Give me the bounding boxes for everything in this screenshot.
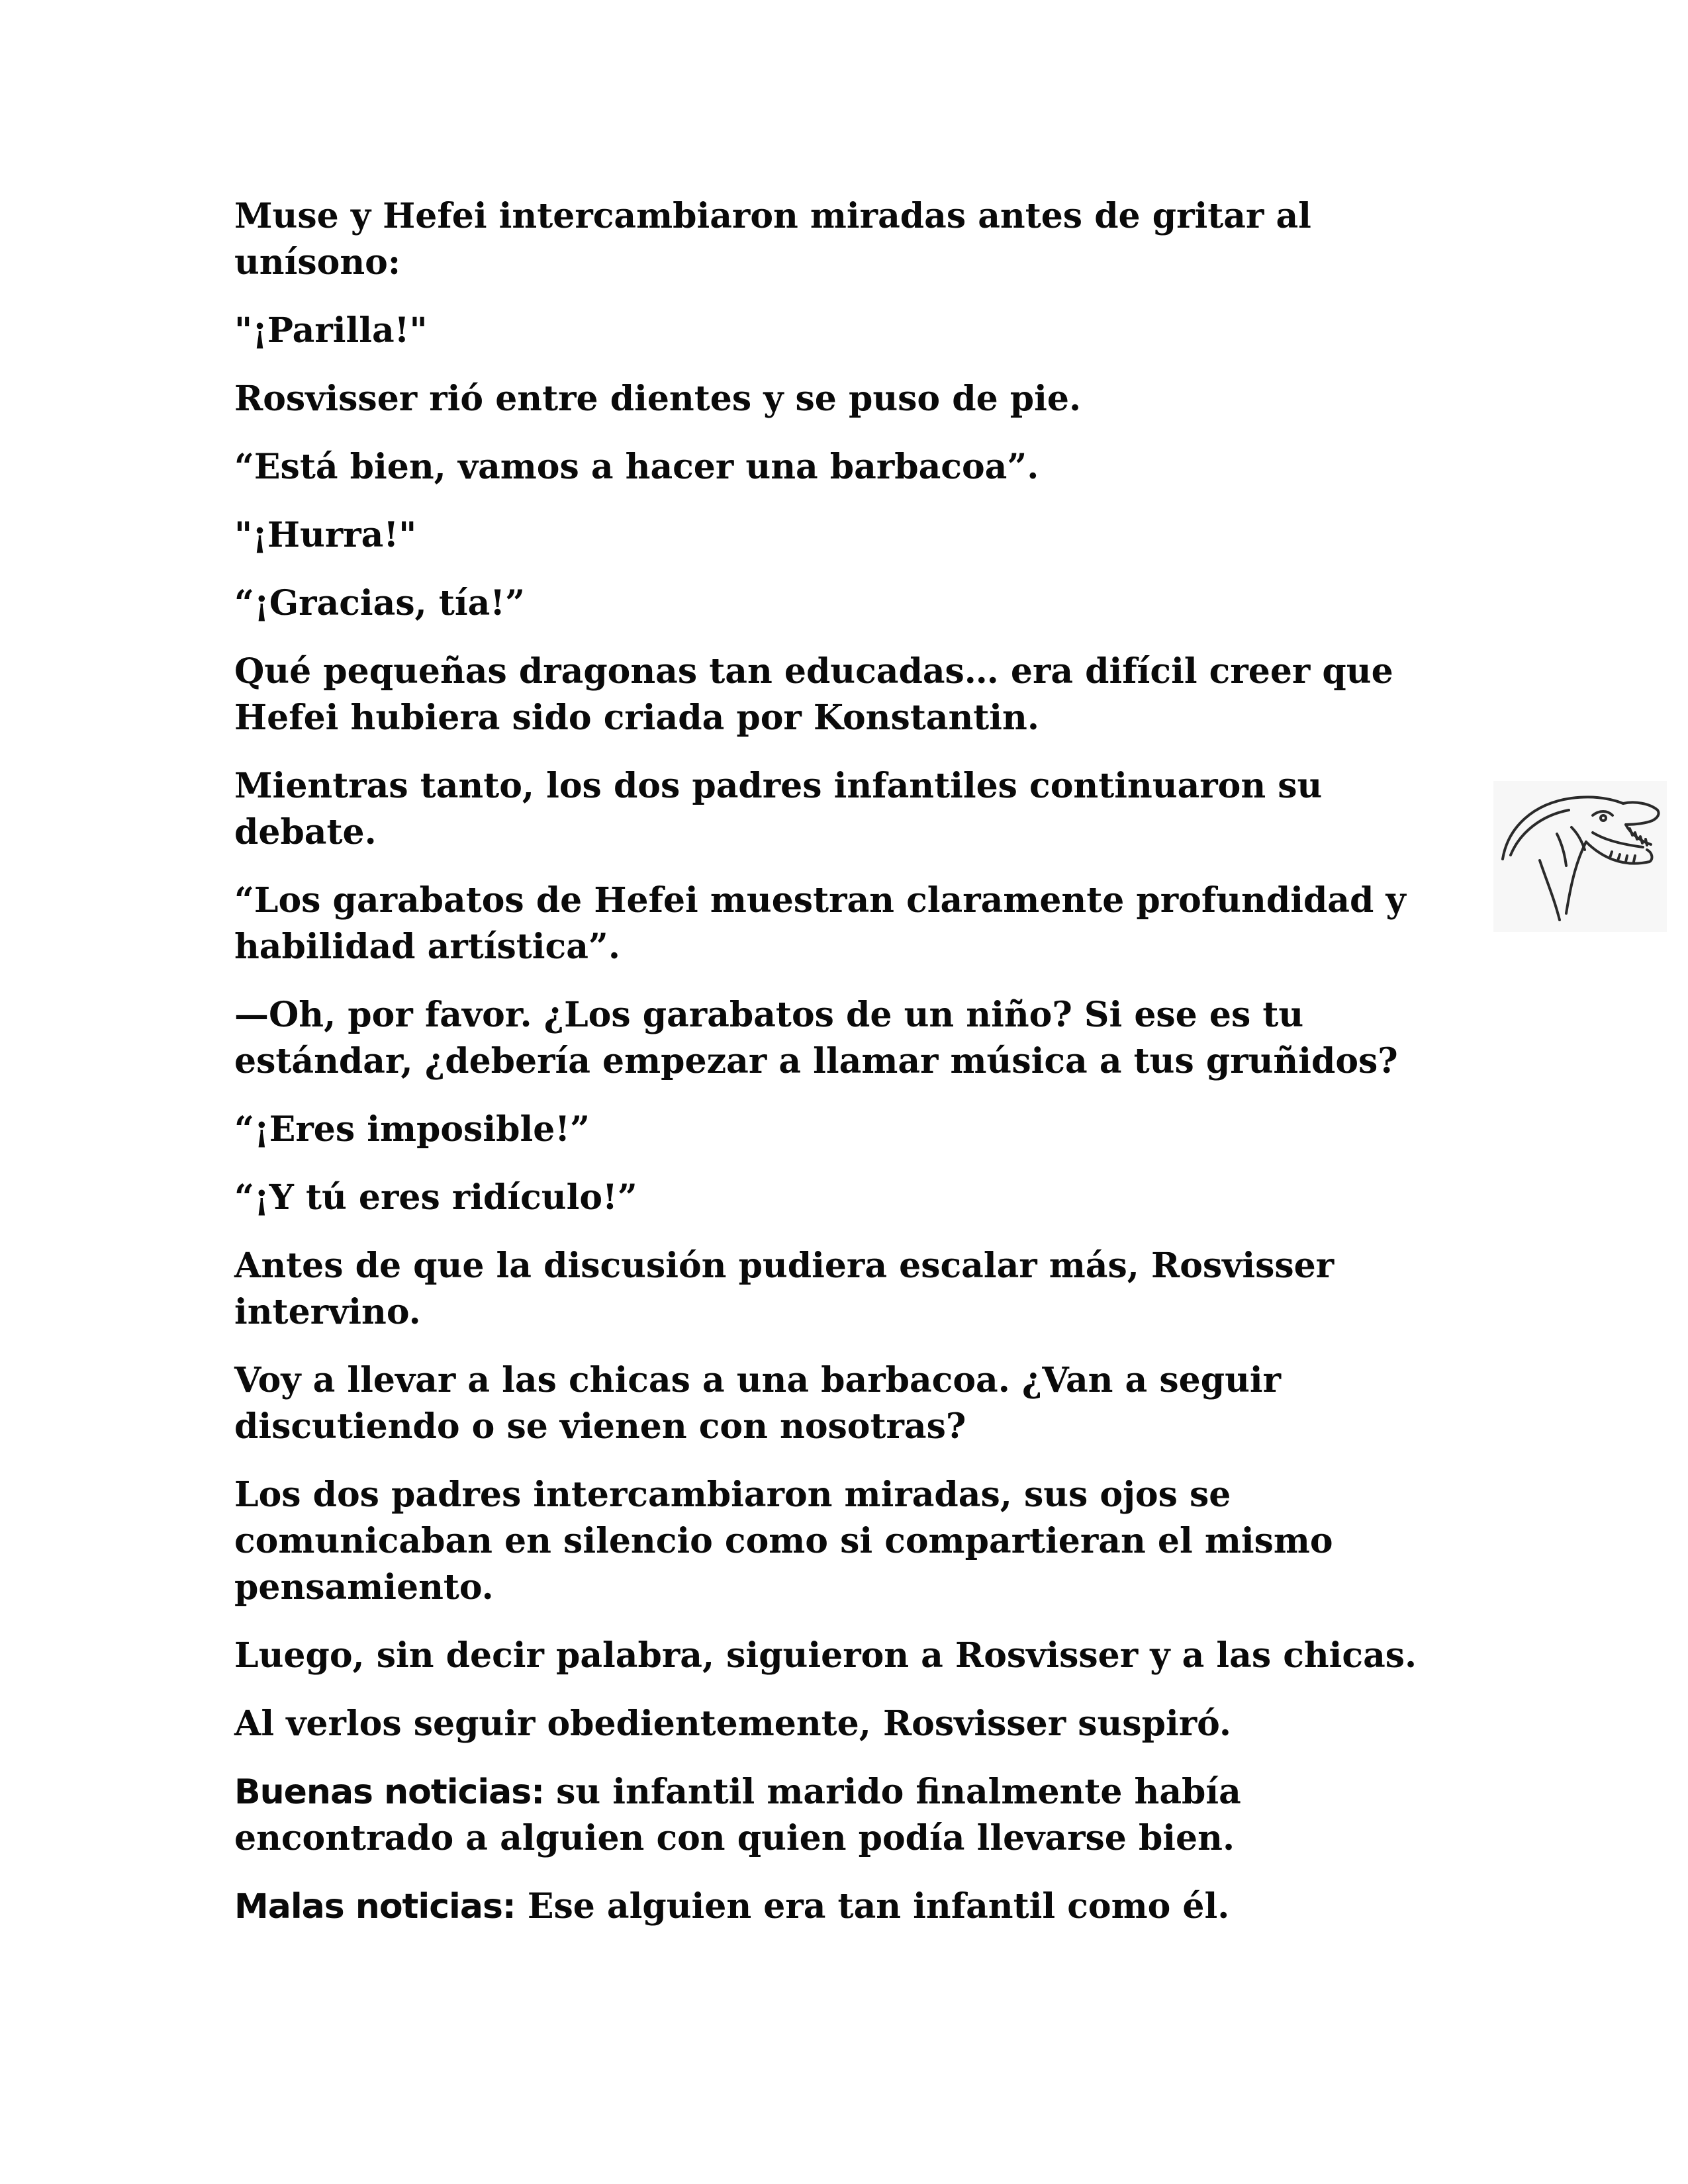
paragraph: Muse y Hefei intercambiaron miradas antes de gritar al unísono: [234, 196, 1311, 283]
paragraph: Al verlos seguir obedientemente, Rosvisser suspiró. [234, 1704, 1231, 1744]
paragraph: —Oh, por favor. ¿Los garabatos de un niño? Si ese es tu estándar, ¿debería empezar a llamar música a tus gruñidos? [234, 995, 1398, 1081]
paragraph: “Los garabatos de Hefei muestran claramente profundidad y habilidad artística”. [234, 880, 1406, 967]
bad-news-lead: Malas noticias: [234, 1887, 516, 1927]
paragraph: “¡Y tú eres ridículo!” [234, 1177, 637, 1218]
paragraph: "¡Hurra!" [234, 515, 417, 555]
paragraph: Voy a llevar a las chicas a una barbacoa. ¿Van a seguir discutiendo o se vienen con nosotras? [234, 1360, 1282, 1447]
bad-news-text: Ese alguien era tan infantil como él. [515, 1886, 1230, 1927]
paragraph-bad-news [234, 1884, 1419, 1930]
paragraph-good-news [234, 1769, 1419, 1862]
body-text [234, 193, 1419, 1952]
good-news-text: su infantil marido finalmente había encontrado a alguien con quien podía llevarse bien. [234, 1772, 1241, 1858]
paragraph: Rosvisser rió entre dientes y se puso de pie. [234, 379, 1082, 419]
paragraph: Antes de que la discusión pudiera escalar más, Rosvisser intervino. [234, 1246, 1335, 1332]
paragraph: Mientras tanto, los dos padres infantiles continuaron su debate. [234, 766, 1323, 852]
paragraph: “Está bien, vamos a hacer una barbacoa”. [234, 447, 1039, 487]
paragraph: "¡Parilla!" [234, 310, 428, 351]
dinosaur-head-sketch-icon [1493, 781, 1667, 932]
paragraph: Qué pequeñas dragonas tan educadas… era difícil creer que Hefei hubiera sido criada por Konstantin. [234, 651, 1393, 738]
good-news-lead: Buenas noticias: [234, 1772, 544, 1812]
paragraph: “¡Eres imposible!” [234, 1109, 590, 1150]
paragraph: Luego, sin decir palabra, siguieron a Rosvisser y a las chicas. [234, 1635, 1417, 1676]
paragraph: Los dos padres intercambiaron miradas, sus ojos se comunicaban en silencio como si compartieran el mismo pensamiento. [234, 1475, 1333, 1608]
paragraph: “¡Gracias, tía!” [234, 583, 526, 623]
